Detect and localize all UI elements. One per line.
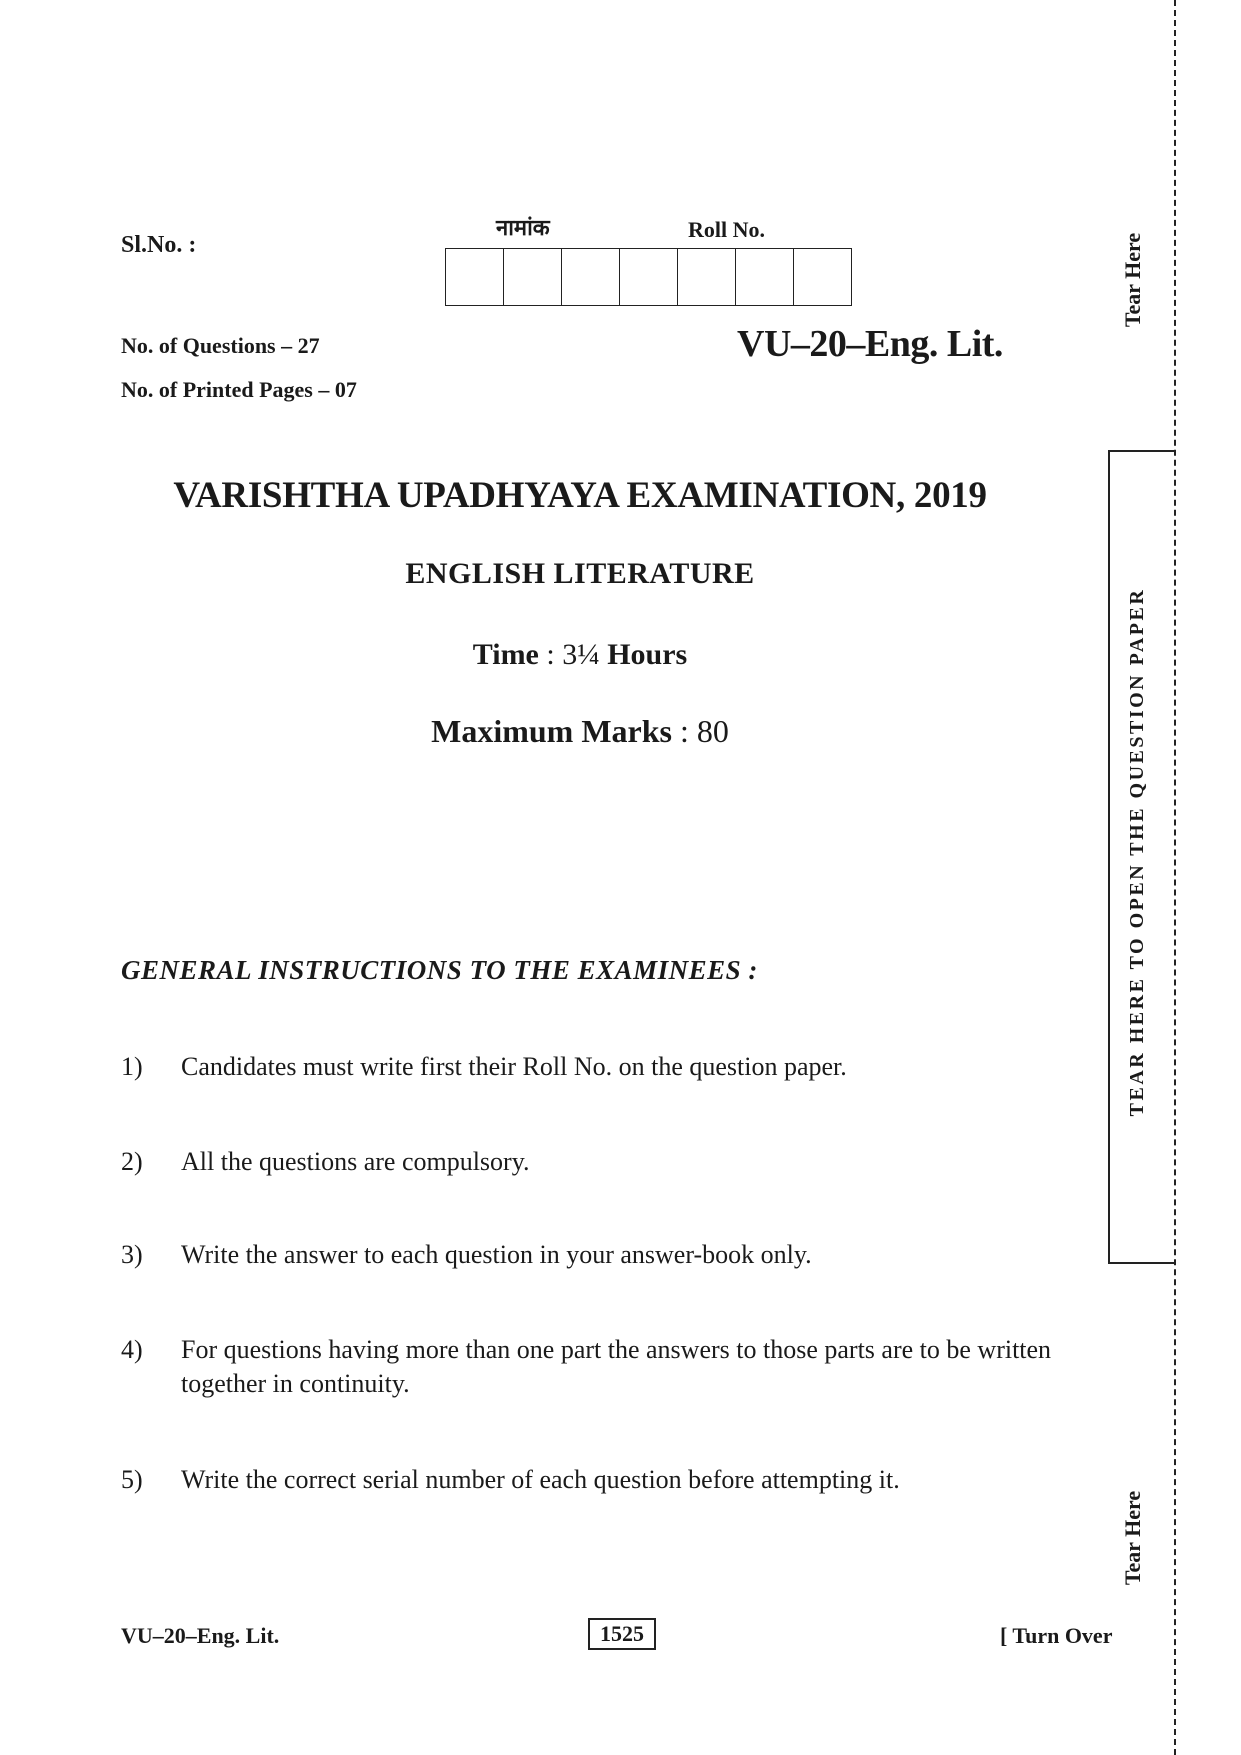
time-line bbox=[60, 638, 1100, 672]
tear-here-bottom-label: Tear Here bbox=[1120, 1490, 1145, 1586]
roll-digit-box[interactable] bbox=[794, 249, 852, 305]
instruction-item bbox=[121, 1145, 1061, 1179]
roll-digit-box[interactable] bbox=[678, 249, 736, 305]
instruction-number: 4) bbox=[121, 1335, 143, 1364]
instructions-heading: GENERAL INSTRUCTIONS TO THE EXAMINEES : bbox=[121, 955, 758, 985]
footer-serial-number: 1525 bbox=[588, 1618, 656, 1650]
instruction-item bbox=[121, 1050, 1061, 1084]
subject-title: ENGLISH LITERATURE bbox=[405, 557, 755, 590]
instruction-number: 3) bbox=[121, 1240, 143, 1269]
serial-number-label: Sl.No. : bbox=[121, 232, 197, 258]
number-of-printed-pages: No. of Printed Pages – 07 bbox=[121, 377, 357, 402]
roll-number-label-hindi: नामांक bbox=[496, 216, 550, 241]
instruction-text: For questions having more than one part the answers to those parts are to be written together in continuity. bbox=[181, 1335, 1052, 1398]
roll-digit-box[interactable] bbox=[736, 249, 794, 305]
time-unit: Hours bbox=[607, 638, 688, 671]
footer-paper-code: VU–20–Eng. Lit. bbox=[121, 1623, 280, 1648]
roll-digit-box[interactable] bbox=[446, 249, 504, 305]
exam-title: VARISHTHA UPADHYAYA EXAMINATION, 2019 bbox=[173, 475, 987, 516]
instruction-text: Candidates must write first their Roll No. on the question paper. bbox=[181, 1052, 847, 1081]
time-separator: : bbox=[538, 638, 563, 671]
marks-separator: : bbox=[671, 713, 697, 749]
instruction-text: All the questions are compulsory. bbox=[181, 1147, 530, 1176]
instruction-number: 5) bbox=[121, 1465, 143, 1494]
time-label: Time bbox=[472, 638, 539, 671]
instruction-number: 1) bbox=[121, 1052, 143, 1081]
paper-code: VU–20–Eng. Lit. bbox=[737, 323, 1003, 365]
instruction-item bbox=[121, 1463, 1061, 1497]
roll-digit-box[interactable] bbox=[562, 249, 620, 305]
marks-label: Maximum Marks bbox=[431, 713, 672, 749]
instruction-item bbox=[121, 1333, 1061, 1401]
tear-instruction-text: TEAR HERE TO OPEN THE QUESTION PAPER bbox=[1126, 587, 1148, 1117]
roll-digit-box[interactable] bbox=[620, 249, 678, 305]
roll-digit-box[interactable] bbox=[504, 249, 562, 305]
maximum-marks-line bbox=[60, 713, 1100, 750]
instruction-text: Write the answer to each question in your answer-book only. bbox=[181, 1240, 812, 1269]
instruction-number: 2) bbox=[121, 1147, 143, 1176]
instruction-text: Write the correct serial number of each question before attempting it. bbox=[181, 1465, 900, 1494]
roll-number-boxes bbox=[445, 248, 852, 306]
time-value: 3¼ bbox=[562, 638, 600, 671]
marks-value: 80 bbox=[696, 713, 729, 749]
tear-here-top-label: Tear Here bbox=[1120, 232, 1145, 328]
turn-over-label: [ Turn Over bbox=[1000, 1623, 1113, 1648]
instruction-item bbox=[121, 1238, 1061, 1272]
roll-number-label: Roll No. bbox=[688, 217, 765, 242]
number-of-questions: No. of Questions – 27 bbox=[121, 333, 320, 358]
